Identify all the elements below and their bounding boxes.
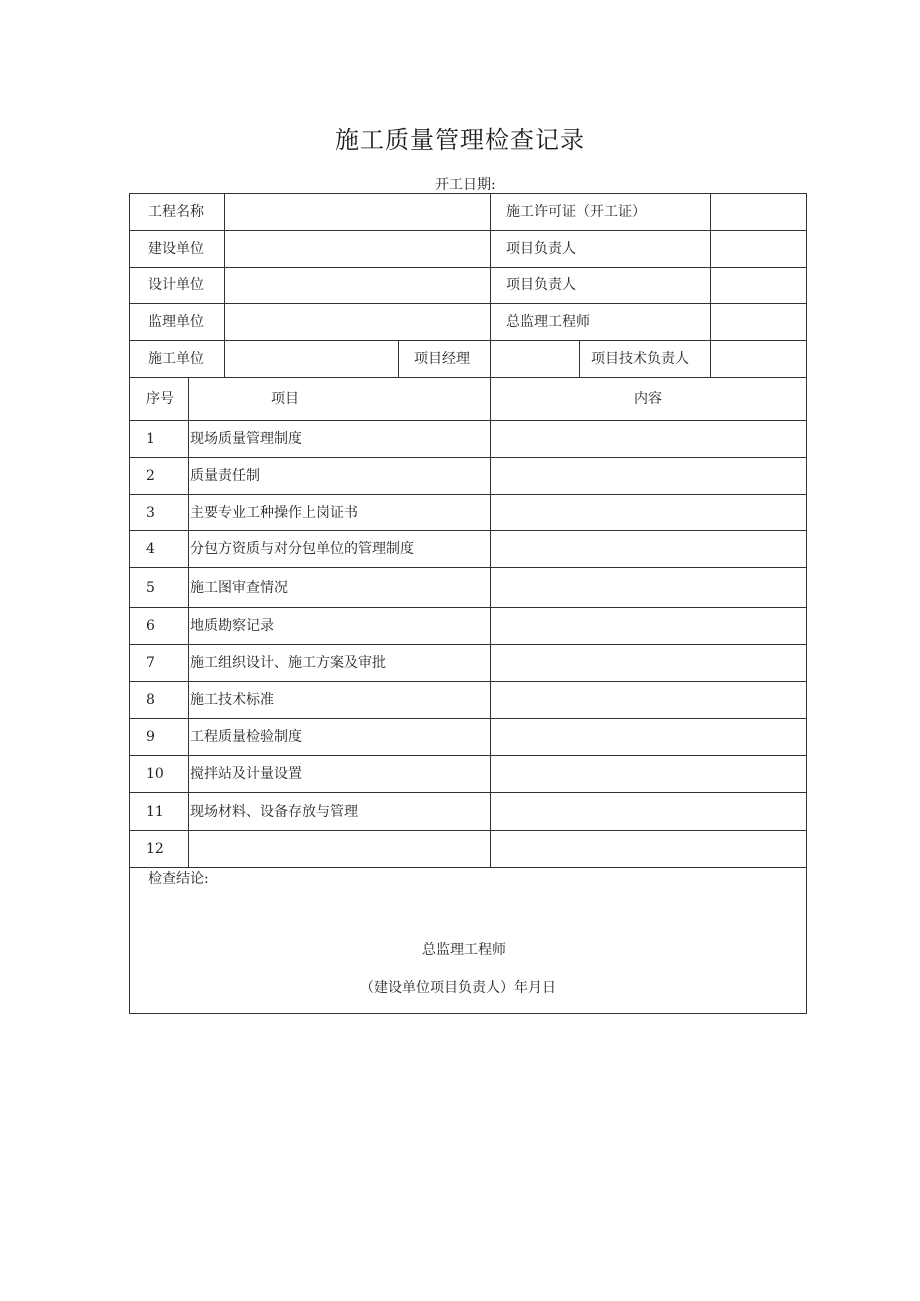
contractor-unit-label: 施工单位 [148, 351, 204, 367]
col-content-header: 内容 [634, 391, 662, 407]
row-number: 6 [146, 618, 155, 634]
row-number: 8 [146, 692, 155, 708]
construction-permit-label: 施工许可证（开工证） [506, 204, 646, 220]
row-number: 10 [146, 766, 164, 782]
row-item: 分包方资质与对分包单位的管理制度 [190, 541, 414, 557]
row-item: 施工组织设计、施工方案及审批 [190, 655, 386, 671]
row-number: 5 [146, 580, 155, 596]
project-name-label: 工程名称 [148, 204, 204, 220]
conclusion-signer-alt-date: （建设单位项目负责人）年月日 [360, 980, 556, 996]
row-item: 搅拌站及计量设置 [190, 766, 302, 782]
supervision-unit-label: 监理单位 [148, 314, 204, 330]
chief-supervisor-label: 总监理工程师 [506, 314, 590, 330]
builder-unit-label: 建设单位 [148, 241, 204, 257]
row-number: 9 [146, 729, 155, 745]
row-number: 3 [146, 505, 155, 521]
start-date-label: 开工日期: [435, 177, 496, 193]
col-seq-header: 序号 [146, 391, 174, 407]
row-item: 地质勘察记录 [190, 618, 274, 634]
page-title: 施工质量管理检查记录 [335, 126, 585, 154]
project-manager-label: 项目经理 [414, 351, 470, 367]
row-number: 12 [146, 841, 164, 857]
row-number: 1 [146, 431, 155, 447]
row-number: 11 [146, 804, 164, 820]
row-item: 主要专业工种操作上岗证书 [190, 505, 358, 521]
row-item: 工程质量检验制度 [190, 729, 302, 745]
conclusion-signer: 总监理工程师 [422, 942, 506, 958]
row-item: 现场材料、设备存放与管理 [190, 804, 358, 820]
row-item: 施工技术标准 [190, 692, 274, 708]
row-item: 现场质量管理制度 [190, 431, 302, 447]
builder-project-lead-label: 项目负责人 [506, 241, 576, 257]
row-number: 2 [146, 468, 155, 484]
col-item-header: 项目 [271, 391, 299, 407]
design-project-lead-label: 项目负责人 [506, 277, 576, 293]
row-number: 4 [146, 541, 155, 557]
technical-lead-label: 项目技术负责人 [591, 351, 689, 367]
row-item: 质量责任制 [190, 468, 260, 484]
conclusion-label: 检查结论: [148, 871, 209, 887]
row-number: 7 [146, 655, 155, 671]
row-item: 施工图审查情况 [190, 580, 288, 596]
design-unit-label: 设计单位 [148, 277, 204, 293]
